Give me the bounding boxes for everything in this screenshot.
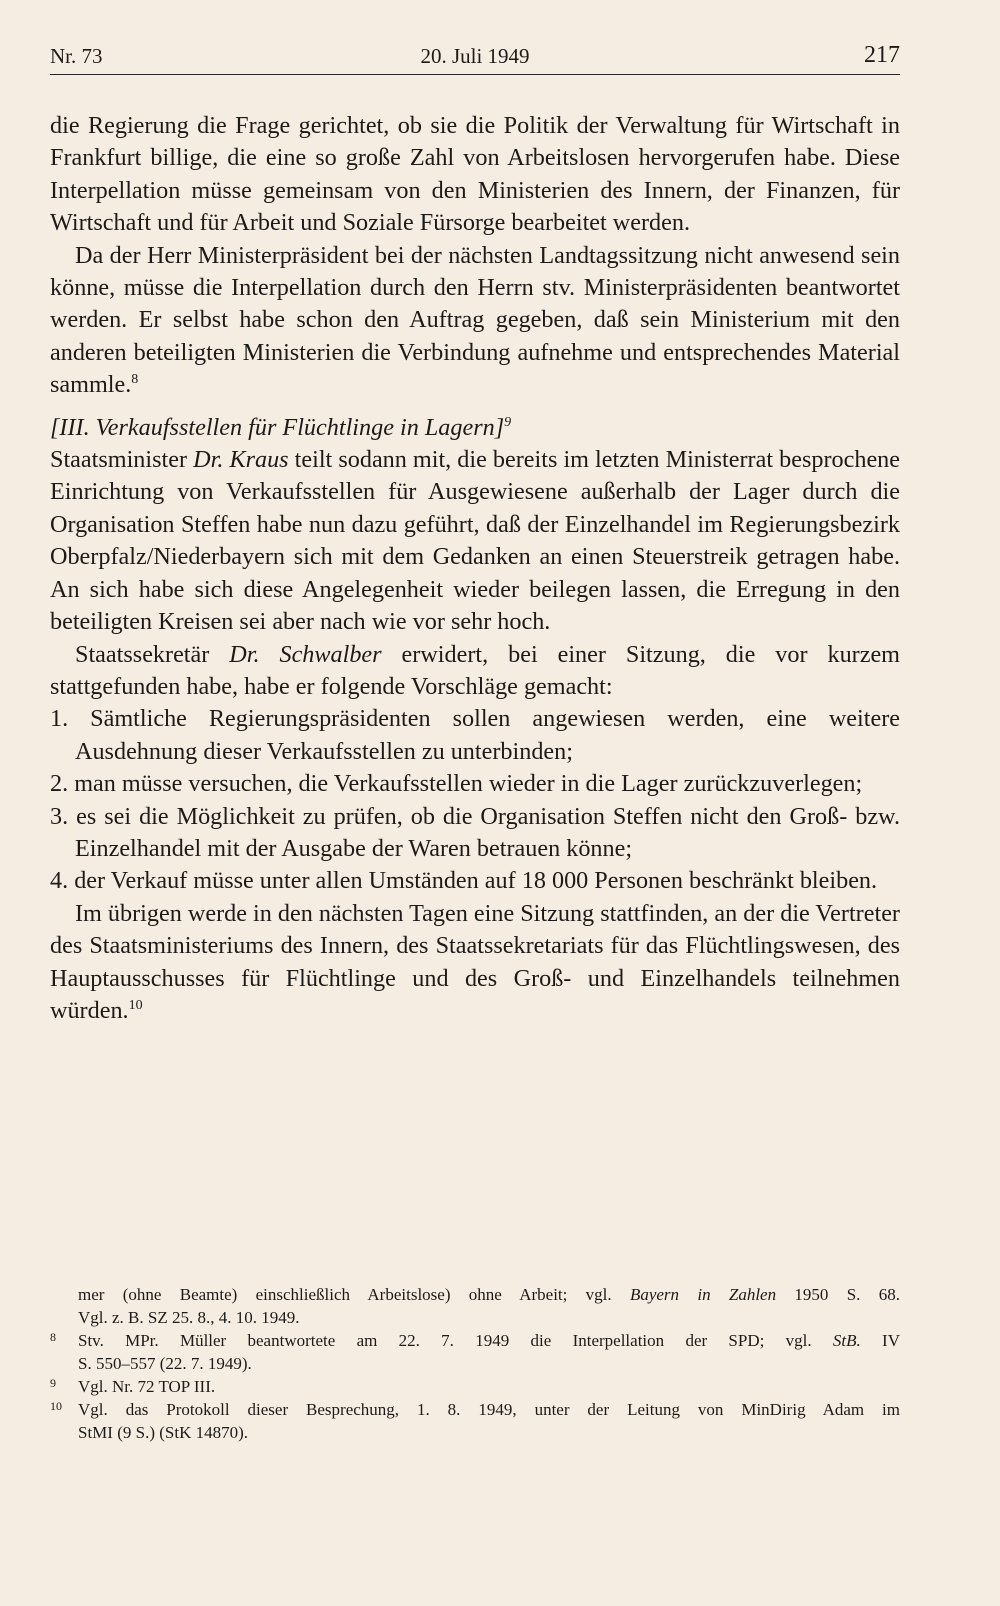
- footnote-9: 9 Vgl. Nr. 72 TOP III.: [50, 1376, 216, 1396]
- list-item: 1. Sämtliche Regierungspräsidenten sollen angewiesen werden, eine weitere Ausdehnung dieser Verkaufsstellen zu unterbinden;: [50, 705, 900, 765]
- running-header: [50, 42, 900, 75]
- footnote-ref[interactable]: 10: [128, 997, 143, 1013]
- footnote-ref[interactable]: 9: [504, 414, 512, 430]
- person-name: Schwalber: [279, 640, 382, 668]
- footnote-10: 10 Vgl. das Protokoll dieser Besprechung, 1. 8. 1949, unter der Leitung von MinDirig Adam im StMI (9 S.) (StK 14870).: [50, 1399, 900, 1442]
- header-date: 20. Juli 1949: [420, 44, 530, 68]
- paragraph: Staatsminister Dr. Kraus teilt sodann mit, die bereits im letzten Ministerrat besprochene Einrichtung von Verkaufsstellen für Ausgewiesene außerhalb der Lager durch die Organisation Steffen habe nun dazu geführt, daß der Einzelhandel im Regierungsbezirk Oberpfalz/Niederbayern sich mit dem Gedanken an einen Steuerstreik getragen habe. An sich habe sich diese Angelegenheit wieder beilegen lassen, die Erregung in den beteiligten Kreisen sei aber nach wie vor sehr hoch.: [50, 446, 901, 636]
- footnote-ref[interactable]: 8: [131, 372, 139, 388]
- paragraph: die Regierung die Frage gerichtet, ob sie die Politik der Verwaltung für Wirtschaft in Frankfurt billige, die eine so große Zahl von Arbeitslosen hervorgerufen habe. Diese Interpellation müsse gemeinsam von den Ministerien des Innern, der Finanzen, für Wirtschaft und für Arbeit und Soziale Fürsorge bearbeitet werden.: [50, 112, 900, 237]
- footnote-8: 8 Stv. MPr. Müller beantwortete am 22. 7. 1949 die Interpellation der SPD; vgl. StB. IV S. 550–557 (22. 7. 1949).: [50, 1330, 900, 1373]
- document-number: Nr. 73: [50, 44, 103, 68]
- footnote-continuation: mer (ohne Beamte) einschließlich Arbeitslose) ohne Arbeit; vgl. Bayern in Zahlen 1950 S. 68. Vgl. z. B. SZ 25. 8., 4. 10. 1949.: [78, 1285, 900, 1327]
- paragraph: Staatssekretär Dr. Schwalber erwidert, bei einer Sitzung, die vor kurzem stattgefunden habe, habe er folgende Vorschläge gemacht:: [50, 640, 900, 700]
- section-heading: [III. Verkaufsstellen für Flüchtlinge in Lagern]$^9$: [50, 413, 512, 441]
- footnotes: [50, 1283, 900, 1444]
- list-item: 3. es sei die Möglichkeit zu prüfen, ob die Organisation Steffen nicht den Groß- bzw. Einzelhandel mit der Ausgabe der Waren betrauen könne;: [50, 802, 900, 862]
- list-item: 4. der Verkauf müsse unter allen Umständen auf 18 000 Personen beschränkt bleiben.: [50, 867, 878, 895]
- person-name: Kraus: [229, 446, 289, 474]
- main-text: [50, 110, 900, 1027]
- page-number: 217: [864, 42, 900, 68]
- list-item: 2. man müsse versuchen, die Verkaufsstellen wieder in die Lager zurückzuverlegen;: [50, 770, 863, 798]
- paragraph: Im übrigen werde in den nächsten Tagen eine Sitzung stattfinden, an der die Vertreter des Staatsministeriums des Innern, des Staatssekretariats für das Flüchtlingswesen, des Hauptausschusses für Flüchtlinge und des Groß- und Einzelhandels teilnehmen würden.$^{10}$: [50, 899, 900, 1024]
- paragraph: Da der Herr Ministerpräsident bei der nächsten Landtagssitzung nicht anwesend sein könne, müsse die Interpellation durch den Herrn stv. Ministerpräsidenten beantwortet werden. Er selbst habe schon den Auftrag gegeben, daß sein Ministerium mit den anderen beteiligten Ministerien die Verbindung aufnehme und entsprechendes Material sammle.$^8$: [50, 241, 900, 399]
